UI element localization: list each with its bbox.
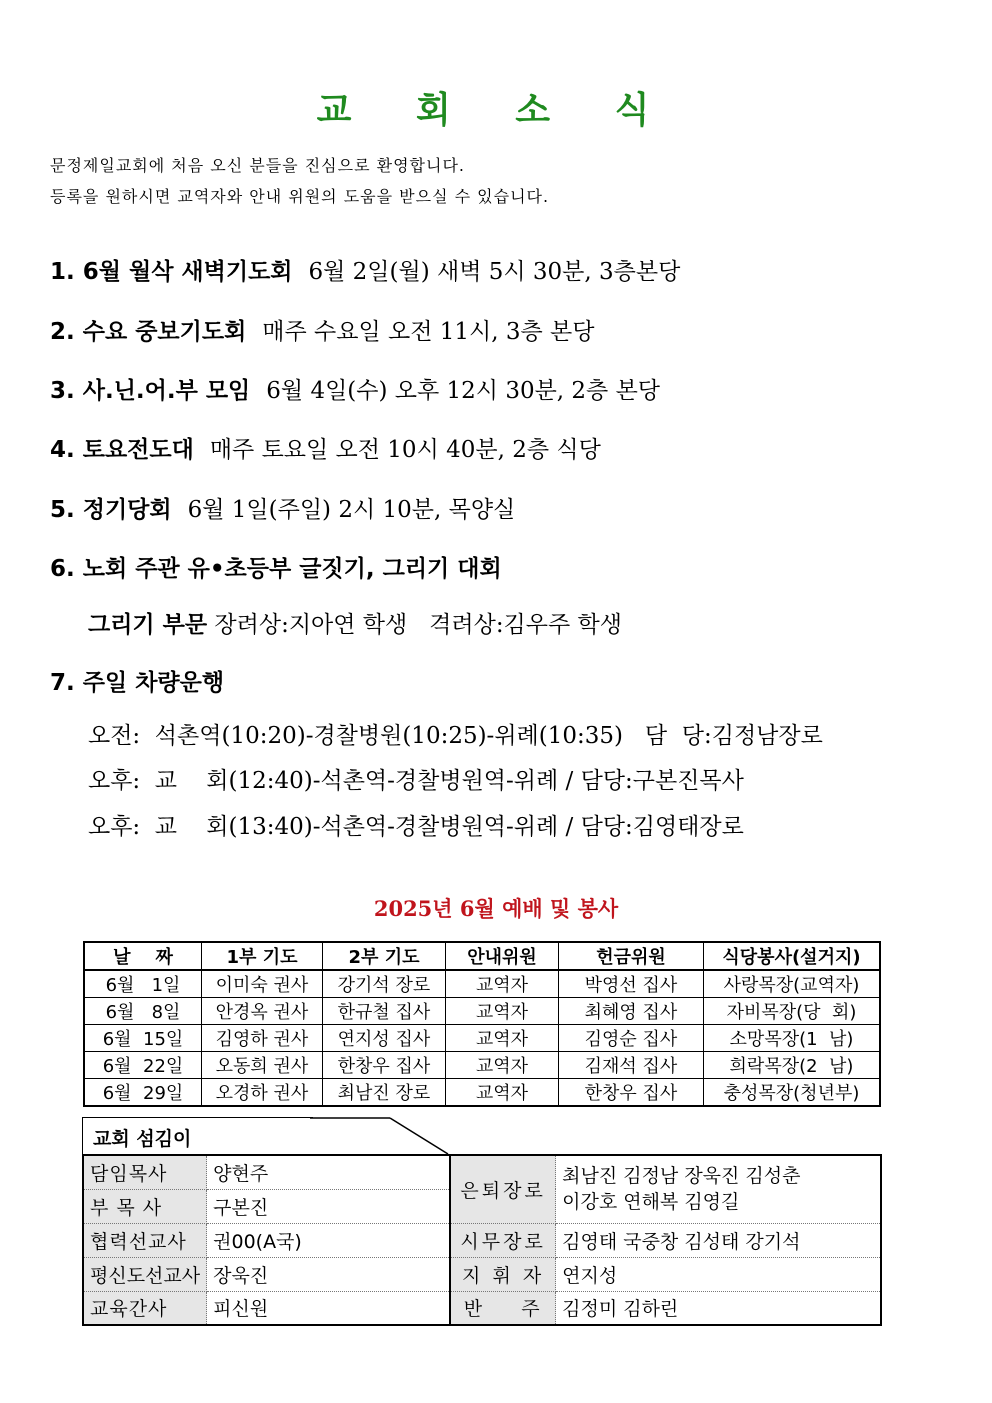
table-cell: 6월 8일 <box>84 998 202 1025</box>
notice-item-1 <box>50 253 680 286</box>
vehicle-line-2: 오후: 교 회(12:40)-석촌역-경찰병원역-위례 / 담당:구본진목사 <box>88 768 744 794</box>
staff-title: 교회 섬김이 <box>93 1128 192 1150</box>
table-cell: 연지성 집사 <box>323 1025 446 1052</box>
staff-names: 김정미 김하린 <box>556 1291 881 1325</box>
notice-detail: 6월 1일(주일) 2시 10분, 목양실 <box>187 497 516 523</box>
staff-name: 장욱진 <box>207 1257 451 1291</box>
column-header: 2부 기도 <box>323 942 446 970</box>
staff-name: 피신원 <box>207 1291 451 1325</box>
notice-item-4 <box>50 431 601 464</box>
drawing-text: 장려상:지아연 학생 격려상:김우주 학생 <box>214 612 622 638</box>
table-cell: 소망목장(1 남) <box>704 1025 881 1052</box>
table-header-row <box>84 942 880 970</box>
table-cell: 교역자 <box>446 1052 559 1079</box>
table-row <box>84 970 880 998</box>
table-cell: 충성목장(청년부) <box>704 1079 881 1107</box>
column-header: 1부 기도 <box>202 942 323 970</box>
column-header: 안내위원 <box>446 942 559 970</box>
table-cell: 교역자 <box>446 998 559 1025</box>
table-cell: 김영하 권사 <box>202 1025 323 1052</box>
table-cell: 한창우 집사 <box>323 1052 446 1079</box>
staff-tab <box>82 1117 313 1154</box>
table-cell: 안경옥 권사 <box>202 998 323 1025</box>
table-cell: 희락목장(2 남) <box>704 1052 881 1079</box>
table-cell: 김영순 집사 <box>559 1025 704 1052</box>
notice-head: 5. 정기당회 <box>50 497 172 523</box>
tab-diagonal-line <box>310 1117 450 1155</box>
table-cell: 김재석 집사 <box>559 1052 704 1079</box>
welcome-line-2: 등록을 원하시면 교역자와 안내 위원의 도움을 받으실 수 있습니다. <box>50 187 550 206</box>
drawing-award-line <box>88 606 622 639</box>
staff-names <box>556 1155 881 1223</box>
notice-head: 3. 사.닌.어.부 모임 <box>50 378 251 404</box>
staff-row <box>83 1291 881 1325</box>
table-row <box>84 1079 880 1107</box>
notice-head: 7. 주일 차량운행 <box>50 670 225 696</box>
page-title: 교 회 소 식 <box>316 90 676 131</box>
table-cell: 자비목장(당 회) <box>704 998 881 1025</box>
notice-item-7 <box>50 664 224 697</box>
staff-role: 교육간사 <box>83 1291 207 1325</box>
table-cell: 6월 15일 <box>84 1025 202 1052</box>
staff-row <box>83 1223 881 1257</box>
staff-role: 은퇴장로 <box>450 1155 556 1223</box>
table-cell: 오경하 권사 <box>202 1079 323 1107</box>
staff-role: 반 주 <box>450 1291 556 1325</box>
table-cell: 이미숙 권사 <box>202 970 323 998</box>
notice-item-3 <box>50 372 660 405</box>
staff-role: 부 목 사 <box>83 1189 207 1223</box>
schedule-table <box>83 941 881 1107</box>
staff-table <box>82 1154 882 1326</box>
drawing-label: 그리기 부문 <box>88 612 208 638</box>
staff-names-line: 최남진 김정남 장욱진 김성춘 <box>562 1165 801 1188</box>
table-cell: 한규철 집사 <box>323 998 446 1025</box>
notice-item-5 <box>50 491 515 524</box>
table-cell: 한창우 집사 <box>559 1079 704 1107</box>
staff-names-line: 이강호 연해복 김영길 <box>562 1191 740 1214</box>
staff-role: 시무장로 <box>450 1223 556 1257</box>
table-cell: 교역자 <box>446 1025 559 1052</box>
notice-head: 1. 6월 월삭 새벽기도회 <box>50 259 293 285</box>
table-cell: 6월 29일 <box>84 1079 202 1107</box>
table-row <box>84 998 880 1025</box>
staff-name: 구본진 <box>207 1189 451 1223</box>
notice-detail: 6월 2일(월) 새벽 5시 30분, 3층본당 <box>308 259 681 285</box>
notice-detail: 매주 토요일 오전 10시 40분, 2층 식당 <box>209 437 601 463</box>
staff-role: 평신도선교사 <box>83 1257 207 1291</box>
staff-name: 양현주 <box>207 1155 451 1189</box>
vehicle-line-3: 오후: 교 회(13:40)-석촌역-경찰병원역-위례 / 담당:김영태장로 <box>88 814 744 840</box>
notice-head: 2. 수요 중보기도회 <box>50 319 247 345</box>
staff-names: 연지성 <box>556 1257 881 1291</box>
table-cell: 오동희 권사 <box>202 1052 323 1079</box>
staff-role: 담임목사 <box>83 1155 207 1189</box>
vehicle-line-1: 오전: 석촌역(10:20)-경찰병원(10:25)-위례(10:35) 담 당:김정남장로 <box>88 723 823 749</box>
table-cell: 강기석 장로 <box>323 970 446 998</box>
table-cell: 사랑목장(교역자) <box>704 970 881 998</box>
table-cell: 교역자 <box>446 1079 559 1107</box>
staff-name: 권00(A국) <box>207 1223 451 1257</box>
notice-detail: 매주 수요일 오전 11시, 3층 본당 <box>262 319 595 345</box>
table-row <box>84 1025 880 1052</box>
column-header: 식당봉사(설거지) <box>704 942 881 970</box>
column-header: 헌금위원 <box>559 942 704 970</box>
table-cell: 6월 1일 <box>84 970 202 998</box>
table-cell: 박영선 집사 <box>559 970 704 998</box>
table-row <box>84 1052 880 1079</box>
table-cell: 최혜영 집사 <box>559 998 704 1025</box>
column-header: 날 짜 <box>84 942 202 970</box>
table-cell: 교역자 <box>446 970 559 998</box>
staff-section <box>82 1117 882 1327</box>
staff-names: 김영태 국중창 김성태 강기석 <box>556 1223 881 1257</box>
notice-head: 4. 토요전도대 <box>50 437 194 463</box>
table-cell: 최남진 장로 <box>323 1079 446 1107</box>
notice-item-6 <box>50 550 502 583</box>
notice-detail: 6월 4일(수) 오후 12시 30분, 2층 본당 <box>266 378 661 404</box>
staff-role: 지 휘 자 <box>450 1257 556 1291</box>
staff-row <box>83 1257 881 1291</box>
staff-role: 협력선교사 <box>83 1223 207 1257</box>
staff-row <box>83 1155 881 1189</box>
notice-head: 6. 노회 주관 유•초등부 글짓기, 그리기 대회 <box>50 556 502 582</box>
welcome-line-1: 문정제일교회에 처음 오신 분들을 진심으로 환영합니다. <box>50 156 466 175</box>
table-cell: 6월 22일 <box>84 1052 202 1079</box>
schedule-title: 2025년 6월 예배 및 봉사 <box>373 896 619 921</box>
notice-item-2 <box>50 313 594 346</box>
